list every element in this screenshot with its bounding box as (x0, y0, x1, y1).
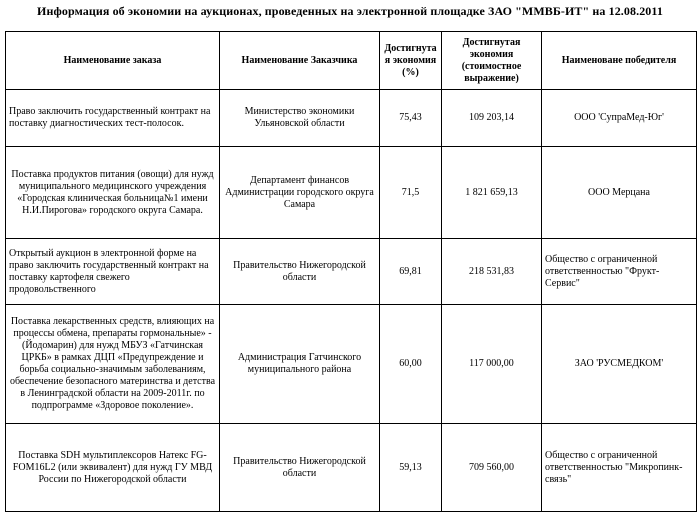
savings-table (5, 31, 697, 512)
percent-cell: 69,81 (380, 239, 442, 305)
winner-cell: ООО 'СупраМед-Юг' (542, 90, 697, 147)
percent-cell: 71,5 (380, 147, 442, 239)
column-header-amount: Достигнутая экономия (стоимостное выражение) (442, 32, 542, 90)
table-row (6, 424, 697, 512)
order-cell: Поставка лекарственных средств, влияющих на процессы обмена, препараты гормональные» - (Йодомарин) для нужд МБУЗ «Гатчинская ЦРКБ» в рамках ДЦП «Предупреждение и борьба социально-значимым заболеваниям, обеспечение безопасного материнства и детства в Ленинградской области на 2009-2011г. по подпрограмме «Здоровое поколение». (6, 305, 220, 424)
amount-cell: 218 531,83 (442, 239, 542, 305)
order-cell: Открытый аукцион в электронной форме на право заключить государственный контракт на поставку картофеля свежего продовольственного (6, 239, 220, 305)
column-header-percent: Достигнута я экономия (%) (380, 32, 442, 90)
table-row (6, 90, 697, 147)
customer-cell: Департамент финансов Администрации городского округа Самара (220, 147, 380, 239)
column-header-order: Наименование заказа (6, 32, 220, 90)
order-cell: Право заключить государственный контракт на поставку диагностических тест-полосок. (6, 90, 220, 147)
order-cell: Поставка продуктов питания (овощи) для нужд муниципального медицинского учреждения «Городская клиническая больница№1 имени Н.И.Пирогова» городского округа Самара. (6, 147, 220, 239)
amount-cell: 709 560,00 (442, 424, 542, 512)
customer-cell: Правительство Нижегородской области (220, 424, 380, 512)
column-header-customer: Наименование Заказчика (220, 32, 380, 90)
amount-cell: 1 821 659,13 (442, 147, 542, 239)
winner-cell: Общество с ограниченной ответственностью "Микропинк-связь" (542, 424, 697, 512)
customer-cell: Администрация Гатчинского муниципального района (220, 305, 380, 424)
table-header-row (6, 32, 697, 90)
winner-cell: ЗАО 'РУСМЕДКОМ' (542, 305, 697, 424)
customer-cell: Правительство Нижегородской области (220, 239, 380, 305)
table-row (6, 147, 697, 239)
winner-cell: ООО Мерцана (542, 147, 697, 239)
percent-cell: 60,00 (380, 305, 442, 424)
column-header-winner: Наименоване победителя (542, 32, 697, 90)
winner-cell: Общество с ограниченной ответственностью "Фрукт-Сервис" (542, 239, 697, 305)
percent-cell: 59,13 (380, 424, 442, 512)
order-cell: Поставка SDH мультиплексоров Натекс FG-FOM16L2 (или эквивалент) для нужд ГУ МВД России по Нижегородской области (6, 424, 220, 512)
amount-cell: 109 203,14 (442, 90, 542, 147)
page-title: Информация об экономии на аукционах, проведенных на электронной площадке ЗАО "ММВБ-ИТ" на 12.08.2011 (37, 4, 663, 18)
amount-cell: 117 000,00 (442, 305, 542, 424)
customer-cell: Министерство экономики Ульяновской области (220, 90, 380, 147)
table-row (6, 239, 697, 305)
table-row (6, 305, 697, 424)
percent-cell: 75,43 (380, 90, 442, 147)
